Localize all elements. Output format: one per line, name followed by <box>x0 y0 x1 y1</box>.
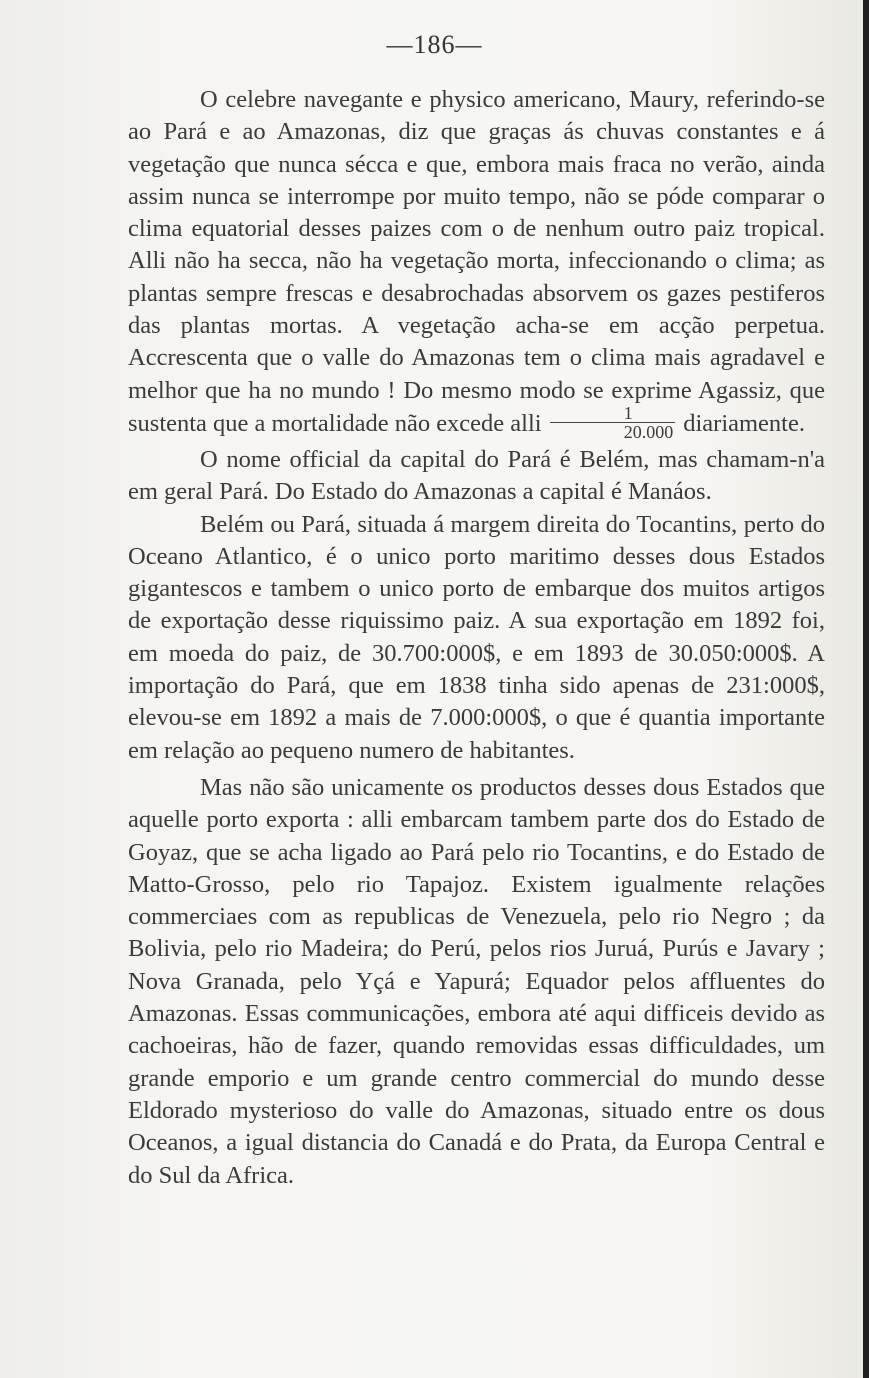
page-edge-shadow <box>863 0 869 1378</box>
paragraph-2: O nome official da capital do Pará é Belém, mas chamam-n'a em geral Pará. Do Estado do Amazonas a capital é Manáos. <box>128 445 825 506</box>
fraction <box>550 404 676 441</box>
paragraph-1-tail: diariamente. <box>683 410 805 438</box>
paragraph-1-text: O celebre navegante e physico americano, Maury, referindo-se ao Pará e ao Amazonas, diz que graças ás chuvas constantes e á vegetação que nunca sécca e que, embora mais fraca no verão, ainda assim nunca se interrompe por muito tempo, não se póde comparar o clima equatorial desses paizes com o de nenhum outro paiz tropical. Alli não ha secca, não ha vegetação morta, infeccionando o clima; as plantas sempre frescas e desabrochadas absorvem os gazes pestiferos das plantas mortas. A vegetação acha-se em acção perpetua. Accrescenta que o valle do Amazonas tem o clima mais agradavel e melhor que ha no mundo ! Do mesmo modo se exprime Agassiz, que sustenta que a mortalidade não excede alli <box>128 86 825 438</box>
body-text <box>128 84 825 1192</box>
page-number: —186— <box>386 30 483 59</box>
paragraph-4: Mas não são unicamente os productos desses dous Estados que aquelle porto exporta : alli embarcam tambem parte dos do Estado de Goyaz, que se acha ligado ao Pará pelo rio Tocantins, e do Estado de Matto-Grosso, pelo rio Tapajoz. Existem igualmente relações commerciaes com as republicas de Venezuela, pelo rio Negro ; da Bolivia, pelo rio Madeira; do Perú, pelos rios Juruá, Purús e Javary ; Nova Granada, pelo Yçá e Yapurá; Equador pelos affluentes do Amazonas. Essas communicações, embora até aqui difficeis devido as cachoeiras, hão de fazer, quando removidas essas difficuldades, um grande emporio e um grande centro commercial do mundo desse Eldorado mysterioso do valle do Amazonas, situado entre os dous Oceanos, a igual distancia do Canadá e do Prata, da Europa Central e do Sul da Africa. <box>128 773 825 1189</box>
fraction-denominator: 20.000 <box>623 421 674 442</box>
paragraph-1 <box>128 84 825 444</box>
fraction-numerator: 1 <box>550 404 676 423</box>
paragraph-3: Belém ou Pará, situada á margem direita do Tocantins, perto do Oceano Atlantico, é o unico porto maritimo desses dous Estados gigantescos e tambem o unico porto de embarque dos muitos artigos de exportação desse riquissimo paiz. A sua exportação em 1892 foi, em moeda do paiz, de 30.700:000$, e em 1893 de 30.050:000$. A importação do Pará, que em 1838 tinha sido apenas de 231:000$, elevou-se em 1892 a mais de 7.000:000$, o que é quantia importante em relação ao pequeno numero de habitantes. <box>128 510 825 764</box>
